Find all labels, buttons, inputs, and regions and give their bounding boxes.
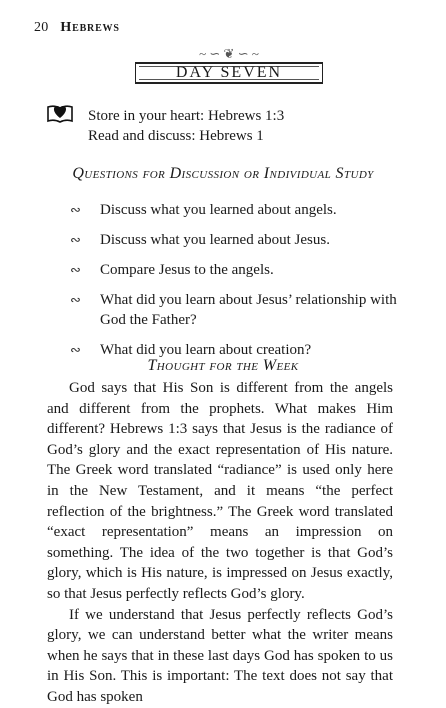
day-banner bbox=[135, 48, 323, 84]
swash-bullet-icon: ∾ bbox=[70, 262, 81, 277]
swash-bullet-icon: ∾ bbox=[70, 202, 81, 217]
paragraph: If we understand that Jesus perfectly reflects God’s glory, we can understand better what the writer means when he says that in these last days God has spoken to us in His Son. This is important: The text does not say that God has spoken bbox=[47, 606, 393, 705]
list-item: ∾ What did you learn about creation? bbox=[70, 342, 312, 358]
list-item: ∾ Compare Jesus to the angels. bbox=[70, 262, 274, 278]
page-number: 20 bbox=[34, 20, 49, 35]
list-item: ∾ Discuss what you learned about Jesus. bbox=[70, 232, 330, 248]
list-item: ∾ Discuss what you learned about angels. bbox=[70, 202, 337, 218]
store-in-heart-text: Store in your heart: Hebrews 1:3 bbox=[88, 108, 285, 124]
heart-book-icon bbox=[46, 102, 74, 124]
book-title: Hebrews bbox=[60, 20, 120, 35]
ornament-icon: ~ ∽ ❦ ∽ ~ bbox=[199, 46, 259, 61]
list-item: ∾ What did you learn about Jesus’ relationship with God the Father? bbox=[70, 292, 397, 328]
swash-bullet-icon: ∾ bbox=[70, 292, 81, 307]
day-label: DAY SEVEN bbox=[175, 64, 283, 81]
swash-bullet-icon: ∾ bbox=[70, 232, 81, 247]
running-header bbox=[34, 20, 120, 36]
swash-bullet-icon: ∾ bbox=[70, 342, 81, 357]
read-and-discuss-text: Read and discuss: Hebrews 1 bbox=[88, 128, 264, 144]
paragraph: God says that His Son is different from the angels and different from the prophets. What makes Him different? Hebrews 1:3 says that Jesus is the radiance of God’s glory and the exact representation of His nature. The Greek word translated “radiance” is used only here in the New Testament, and it means “the perfect reflection of the brightness.” The Greek word translated “exact representation” means an impression on something. The idea of the two together is that God’s glory, which is His nature, is impressed on Jesus exactly, so that Jesus perfectly reflects God’s glory. bbox=[47, 380, 393, 602]
question-list bbox=[70, 200, 400, 370]
thought-heading: Thought for the Week bbox=[147, 357, 299, 374]
questions-heading: Questions for Discussion or Individual Study bbox=[72, 165, 374, 182]
thought-body bbox=[47, 378, 393, 708]
day-label-box bbox=[135, 62, 323, 84]
